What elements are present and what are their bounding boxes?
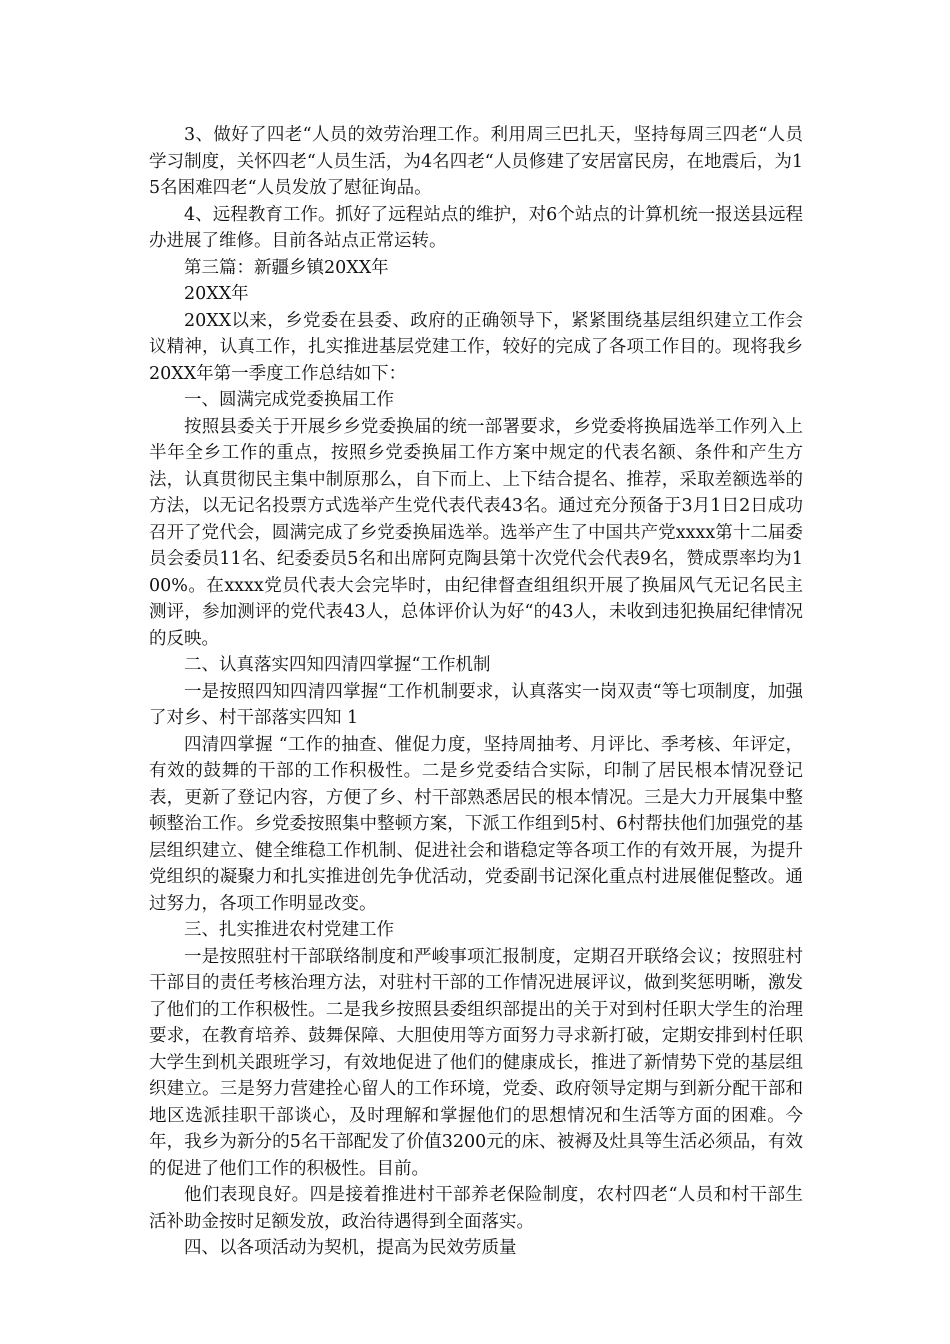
paragraph-mechanism-a: 一是按照四知四清四掌握“工作机制要求，认真落实一岗双责“等七项制度，加强了对乡、村干部落实四知 1	[149, 681, 803, 728]
heading-two: 二、认真落实四知四清四掌握“工作机制	[184, 655, 491, 675]
document-body	[149, 122, 803, 1262]
paragraph-mechanism-b: 四清四掌握 “工作的抽查、催促力度，坚持周抽考、月评比、季考核、年评定，有效的鼓舞的干部的工作积极性。二是乡党委结合实际，印制了居民根本情况登记表，更新了登记内容，方便了乡、村干部熟悉居民的根本情况。三是大力开展集中整顿整治工作。乡党委按照集中整顿方案，下派工作组到5村、6村帮扶他们加强党的基层组织建立、健全维稳工作机制、促进社会和谐稳定等各项工作的有效开展，为提升党组织的凝聚力和扎实推进创先争优活动，党委副书记深化重点村进展催促整改。通过努力，各项工作明显改变。	[149, 734, 803, 914]
paragraph-election: 按照县委关于开展乡乡党委换届的统一部署要求，乡党委将换届选举工作列入上半年全乡工作的重点，按照乡党委换届工作方案中规定的代表名额、条件和产生方法，认真贯彻民主集中制原那么，自下而上、上下结合提名、推荐，采取差额选举的方法，以无记名投票方式选举产生党代表代表43名。通过充分预备于3月1日2日成功召开了党代会，圆满完成了乡党委换届选举。选举产生了中国共产党xxxx第十二届委员会委员11名、纪委委员5名和出席阿克陶县第十次党代会代表9名，赞成票率均为100%。在xxxx党员代表大会完毕时，由纪律督查组组织开展了换届风气无记名民主测评，参加测评的党代表43人，总体评价认为好“的43人，未收到违犯换届纪律情况的反映。	[149, 416, 803, 649]
heading-four: 四、以各项活动为契机，提高为民效劳质量	[184, 1238, 517, 1258]
section-heading-part-three: 第三篇：新疆乡镇20XX年	[184, 257, 389, 278]
paragraph-performance: 他们表现良好。四是接着推进村干部养老保险制度，农村四老“人员和村干部生活补助金按时足额发放，政治待遇得到全面落实。	[149, 1185, 803, 1232]
paragraph-item-4: 4、远程教育工作。抓好了远程站点的维护，对6个站点的计算机统一报送县远程办进展了维修。目前各站点正常运转。	[149, 204, 803, 251]
heading-one: 一、圆满完成党委换届工作	[184, 390, 394, 410]
section-subheading-year: 20XX年	[184, 284, 249, 304]
paragraph-rural-party: 一是按照驻村干部联络制度和严峻事项汇报制度，定期召开联络会议；按照驻村干部目的责任考核治理方法，对驻村干部的工作情况进展评议，做到奖惩明晰，激发了他们的工作积极性。二是我乡按照县委组织部提出的关于对到村任职大学生的治理要求，在教育培养、鼓舞保障、大胆使用等方面努力寻求新打破，定期安排到村任职大学生到机关跟班学习，有效地促进了他们的健康成长，推进了新情势下党的基层组织建立。三是努力营建拴心留人的工作环境，党委、政府领导定期与到新分配干部和地区选派挂职干部谈心，及时理解和掌握他们的思想情况和生活等方面的困难。今年，我乡为新分的5名干部配发了价值3200元的床、被褥及灶具等生活必须品，有效的促进了他们工作的积极性。目前。	[149, 946, 803, 1179]
paragraph-intro: 20XX以来，乡党委在县委、政府的正确领导下，紧紧围绕基层组织建立工作会议精神，认真工作，扎实推进基层党建工作，较好的完成了各项工作目的。现将我乡20XX年第一季度工作总结如下：	[149, 310, 803, 384]
heading-three: 三、扎实推进农村党建工作	[184, 920, 394, 940]
paragraph-item-3: 3、做好了四老“人员的效劳治理工作。利用周三巴扎天，坚持每周三四老“人员学习制度，关怀四老“人员生活，为4名四老“人员修建了安居富民房，在地震后，为15名困难四老“人员发放了慰征询品。	[149, 125, 803, 198]
